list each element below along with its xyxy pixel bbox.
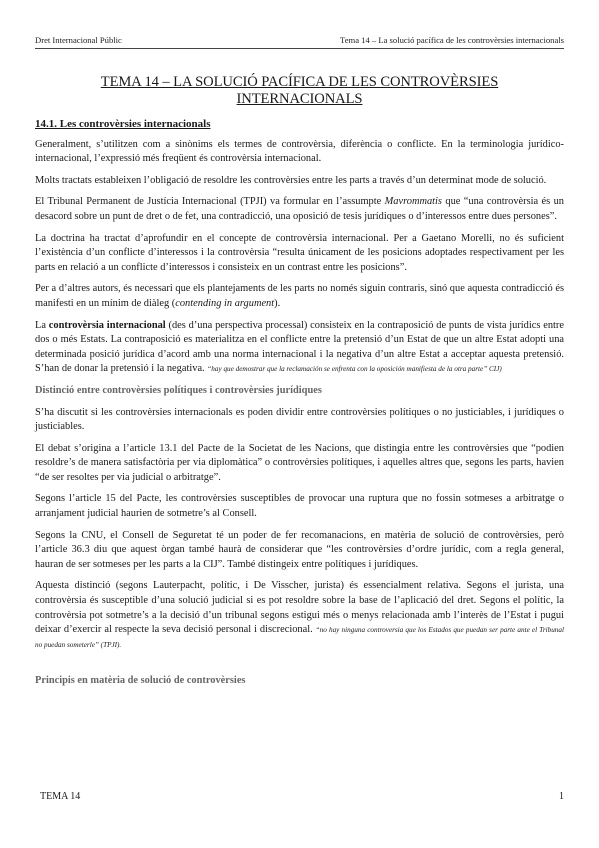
subheading-political-legal: Distinció entre controvèrsies polítiques i controvèrsies jurídiques — [35, 384, 322, 396]
paragraph-8: El debat s’origina a l’article 13.1 del Pacte de la Societat de les Nacions, que distingia entre les controvèrsies que “podien resoldre’s de manera satisfactòria per via diplomàtica” o controvèrsies polítiques, i aquelles altres que, segons les parts, havien “de ser resoltes per via judicial o arbitratge”. — [35, 442, 564, 483]
p5-italic: contending in argument — [175, 297, 275, 309]
paragraph-2: Molts tractats estableixen l’obligació de resoldre les controvèrsies entre les parts a través d’un determinat mode de solució. — [35, 174, 547, 186]
page-header — [35, 33, 564, 47]
p3-text-a: El Tribunal Permanent de Justícia Internacional (TPJI) va formular en l’assumpte — [35, 196, 385, 208]
footer-label: TEMA 14 — [40, 791, 81, 802]
paragraph-11 — [35, 579, 564, 652]
header-topic: Tema 14 – La solució pacífica de les controvèrsies internacionals — [340, 35, 564, 45]
subheading-principles: Principis en matèria de solució de controvèrsies — [35, 675, 246, 687]
p11-text: Aquesta distinció (segons Lauterpacht, polític, i De Visscher, jurista) és essencialment relativa. Segons el jurista, una controvèrsia és susceptible d’una solució judicial si es pot resoldre sobre la base de l’aplicació del dret. Segons el polític, la controvèrsia pot sotmetre’s a la decisió d’un tribunal segons estigui més o menys relacionada amb l’interès de l’Estat i pugui deixar d’exercir al respecte la seva decisió personal i discrecional. — [35, 580, 564, 636]
paragraph-9: Segons l’article 15 del Pacte, les controvèrsies susceptibles de provocar una ruptura que no fossin sotmeses a arbitratge o arranjament judicial haurien de sotmetre’s al Consell. — [35, 493, 564, 520]
paragraph-5 — [35, 282, 564, 311]
page-number: 1 — [559, 791, 564, 802]
page-title: TEMA 14 – LA SOLUCIÓ PACÍFICA DE LES CONTROVÈRSIES INTERNACIONALS — [100, 74, 499, 107]
p5-text-b: ). — [274, 297, 281, 309]
paragraph-6 — [35, 319, 564, 377]
p11-quote: “no hay ninguna controversia que los Estados que puedan ser parte ante el Tribunal no puedan someterle” (TPJI). — [35, 626, 564, 649]
p6-quote: “hay que demostrar que la reclamación se enfrenta con la oposición manifiesta de la otra parte” CIJ) — [207, 365, 502, 374]
body-content — [35, 117, 564, 689]
p6-bold: controvèrsia internacional — [48, 319, 166, 331]
page-footer — [40, 790, 564, 804]
paragraph-7: S’ha discutit si les controvèrsies internacionals es poden dividir entre controvèrsies polítiques o no justiciables, i jurídiques o justiciables. — [35, 406, 564, 433]
paragraph-3 — [35, 195, 564, 224]
p3-italic: Mavrommatis — [384, 196, 442, 208]
paragraph-1: Generalment, s’utilitzen com a sinònims els termes de controvèrsia, diferència o conflicte. En la terminologia jurídico-internacional, l’expressió més freqüent és controvèrsia internacional. — [35, 138, 564, 165]
paragraph-10: Segons la CNU, el Consell de Seguretat té un poder de fer recomanacions, en matèria de solució de controvèrsies, però l’article 36.3 diu que aquest òrgan també haurà de considerar que “les controvèrsies d’ordre jurídic, com a regla general, hauran de ser sotmeses per les parts a la CIJ”. També distingeix entre polítiques i jurídiques. — [35, 529, 564, 570]
header-rule — [35, 48, 564, 49]
section-heading: 14.1. Les controvèrsies internacionals — [35, 118, 211, 130]
paragraph-4: La doctrina ha tractat d’aprofundir en el concepte de controvèrsia internacional. Per a Gaetano Morelli, no és suficient l’existència d’un conflicte d’interessos i la controvèrsia “resulta únicament de les posicions adoptades respectivament per les parts en relació a un conflicte d’interessos i consisteix en un contrast entre les posicions”. — [35, 232, 564, 273]
p6-pre: La — [35, 319, 49, 331]
p5-text-a: Per a d’altres autors, és necessari que els plantejaments de les parts no només siguin contraris, sinó que aquesta contradicció és manifesti en un mínim de diàleg ( — [35, 283, 564, 309]
p3-text-b: que “una controvèrsia és un desacord sobre un punt de dret o de fet, una contradicció, una oposició de tesis jurídiques o d’interessos entre dues persones”. — [35, 196, 564, 222]
p6-text: (des d’una perspectiva processal) consisteix en la contraposició de punts de vista jurídics entre dos o més Estats. La contraposició es materialitza en el conflicte entre la pretensió d’un Estat de que un altre Estat adopti una determinada posició jurídica d’acord amb una norma internacional i la negativa d’un altre Estat a acceptar aquesta pretensió. S’han de donar la pretensió i la negativa. — [35, 319, 565, 375]
header-course: Dret Internacional Públic — [35, 35, 122, 45]
